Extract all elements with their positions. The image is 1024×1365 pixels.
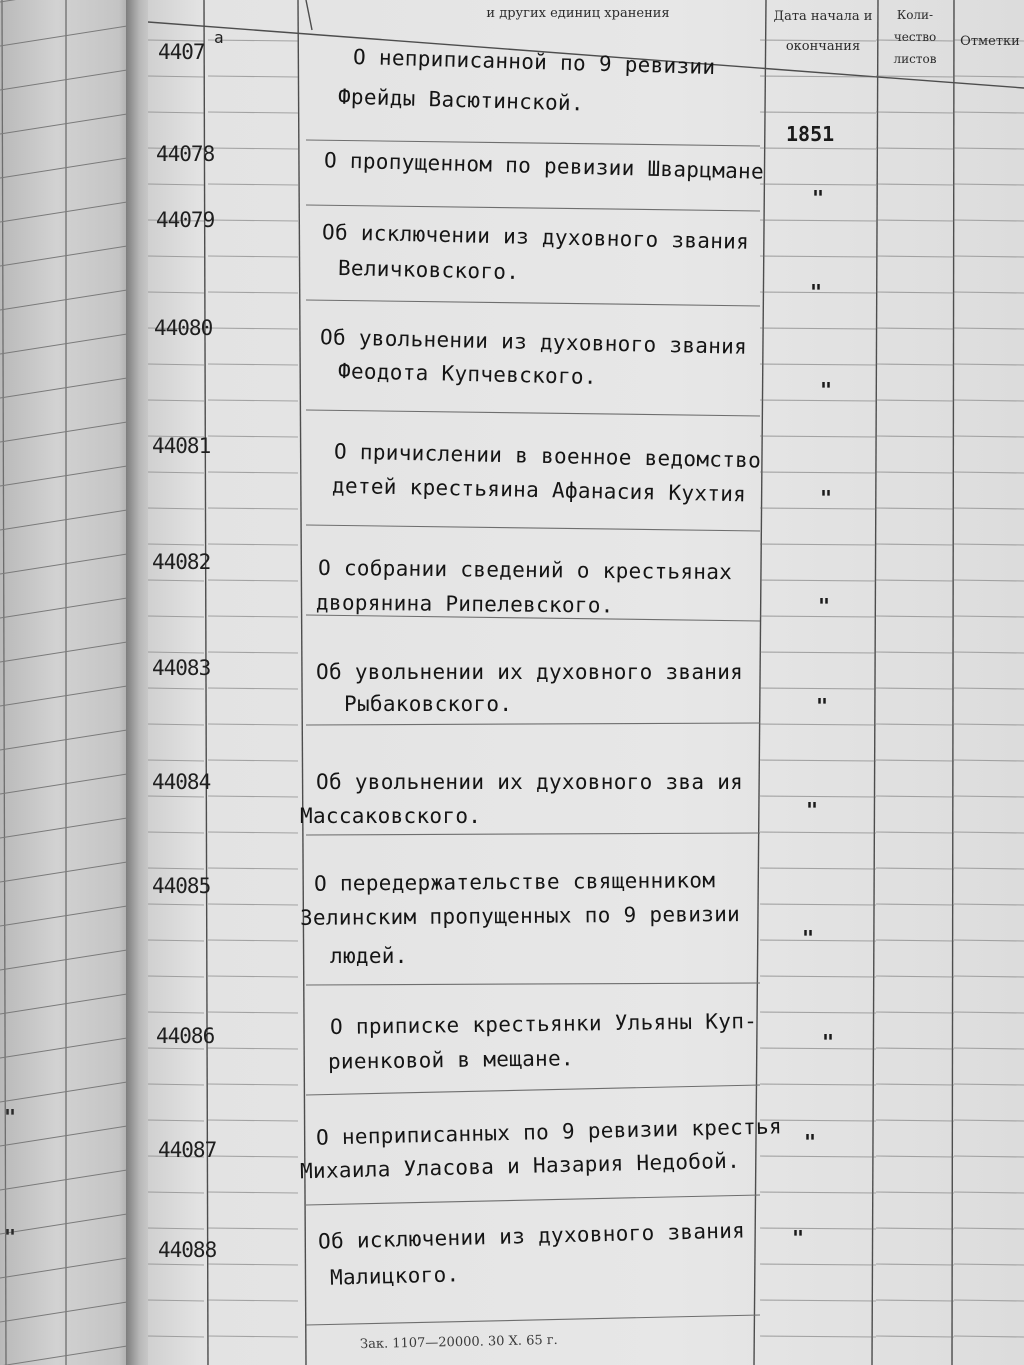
ledger-rule — [760, 1048, 876, 1049]
record-number: 44083 — [152, 656, 211, 680]
left-page-rule — [0, 1300, 140, 1322]
ledger-rule — [954, 328, 1024, 329]
ledger-rule — [148, 904, 204, 905]
ledger-rule — [208, 256, 298, 257]
ledger-rule — [954, 832, 1024, 833]
row-rule — [306, 723, 760, 725]
record-number: 44086 — [156, 1024, 215, 1048]
ledger-rule — [148, 184, 204, 185]
record-number: 44084 — [152, 770, 211, 794]
ledger-rule — [954, 724, 1024, 725]
row-rule — [306, 205, 760, 211]
ledger-rule — [208, 616, 298, 617]
ledger-rule — [148, 364, 204, 365]
left-page-rule — [0, 860, 140, 882]
ledger-rule — [954, 364, 1024, 365]
left-page-rule — [0, 816, 140, 838]
record-date: " — [802, 926, 815, 950]
ledger-rule — [760, 832, 876, 833]
record-number: 44080 — [154, 316, 213, 340]
record-title: Михаила Уласова и Назария Недобой. — [299, 1148, 741, 1184]
ledger-rule — [148, 688, 204, 689]
ledger-rule — [148, 1336, 204, 1337]
ledger-rule — [876, 436, 954, 437]
ledger-rule — [208, 112, 298, 113]
ledger-rule — [148, 1048, 204, 1049]
ledger-rule — [876, 940, 954, 941]
left-page-rule — [0, 772, 140, 794]
ledger-rule — [954, 508, 1024, 509]
ledger-rule — [954, 1048, 1024, 1049]
record-title: О неприписанных по 9 ревизии крестья — [315, 1114, 783, 1150]
ledger-rule — [954, 1084, 1024, 1085]
ledger-rule — [208, 76, 298, 77]
record-number: 44085 — [152, 874, 211, 898]
left-page-rule — [0, 508, 140, 530]
ledger-rule — [208, 1012, 298, 1013]
record-number: 44087 — [158, 1138, 217, 1162]
ledger-rule — [954, 112, 1024, 113]
left-page-ditto-mark: " — [4, 1225, 17, 1249]
ledger-rule — [876, 1012, 954, 1013]
ledger-rule — [954, 652, 1024, 653]
ledger-rule — [760, 1192, 876, 1193]
ledger-rule — [954, 184, 1024, 185]
ledger-rule — [148, 652, 204, 653]
ledger-rule — [760, 940, 876, 941]
record-date: " — [810, 280, 823, 304]
ledger-rule — [208, 580, 298, 581]
ledger-rule — [148, 868, 204, 869]
left-page-rule — [0, 156, 140, 178]
record-number-suffix: а — [214, 28, 224, 47]
ledger-rule — [760, 184, 876, 185]
ledger-rule — [760, 580, 876, 581]
print-imprint: Зак. 1107—20000. 30 X. 65 г. — [359, 1332, 558, 1353]
record-number: 44079 — [156, 208, 215, 232]
ledger-rule — [208, 1084, 298, 1085]
ledger-rule — [954, 688, 1024, 689]
ledger-rule — [954, 256, 1024, 257]
ledger-rule — [876, 1336, 954, 1337]
ledger-rule — [148, 760, 204, 761]
ledger-rule — [208, 472, 298, 473]
ledger-rule — [954, 940, 1024, 941]
record-date: 1851 — [786, 122, 835, 146]
ledger-rule — [760, 328, 876, 329]
ledger-rule — [208, 940, 298, 941]
ledger-rule — [760, 1084, 876, 1085]
row-rule — [306, 1315, 760, 1325]
ledger-rule — [208, 544, 298, 545]
ledger-rule — [876, 472, 954, 473]
ledger-rule — [876, 1264, 954, 1265]
record-title: Об исключении из духовного звания — [321, 220, 750, 254]
record-title: Фрейды Васютинской. — [337, 84, 585, 116]
ledger-rule — [760, 364, 876, 365]
ledger-rule — [148, 940, 204, 941]
left-page-rule — [0, 332, 140, 354]
ledger-rule — [148, 1228, 204, 1229]
ledger-rule — [208, 1048, 298, 1049]
left-page-rule — [0, 112, 140, 134]
ledger-rule — [208, 760, 298, 761]
record-date: " — [804, 1130, 817, 1154]
record-title: детей крестьяина Афанасия Кухтия — [331, 473, 747, 507]
left-page-rule — [0, 1036, 140, 1058]
record-title: Об увольнении их духовного звания — [316, 660, 744, 684]
left-page-rule — [0, 1256, 140, 1278]
ledger-rule — [760, 760, 876, 761]
ledger-rule — [954, 1336, 1024, 1337]
ledger-rule — [954, 76, 1024, 77]
ledger-rule — [954, 760, 1024, 761]
register-page — [148, 0, 1024, 1365]
ledger-rule — [954, 148, 1024, 149]
ledger-rule — [954, 436, 1024, 437]
left-page-rule — [0, 1124, 140, 1146]
ledger-rule — [208, 796, 298, 797]
row-rule — [306, 140, 760, 146]
row-rule — [306, 833, 760, 835]
ledger-rule — [760, 1156, 876, 1157]
ledger-rule — [148, 1120, 204, 1121]
record-date: " — [806, 798, 819, 822]
ledger-rule — [760, 1264, 876, 1265]
ledger-rule — [954, 616, 1024, 617]
record-title: О неприписанной по 9 ревизии — [352, 44, 716, 80]
ledger-rule — [208, 436, 298, 437]
ledger-rule — [954, 1300, 1024, 1301]
ledger-rule — [148, 976, 204, 977]
ledger-rule — [148, 1084, 204, 1085]
left-page-rule — [0, 640, 140, 662]
ledger-rule — [954, 400, 1024, 401]
ledger-rule — [148, 472, 204, 473]
ledger-rule — [876, 652, 954, 653]
ledger-rule — [876, 760, 954, 761]
record-date: " — [816, 694, 829, 718]
ledger-rule — [148, 832, 204, 833]
ledger-rule — [954, 796, 1024, 797]
ledger-rule — [954, 868, 1024, 869]
left-page-rule — [0, 948, 140, 970]
ledger-rule — [208, 904, 298, 905]
left-page-rule — [0, 24, 140, 46]
ledger-rule — [760, 112, 876, 113]
record-number: 44088 — [158, 1238, 217, 1262]
ledger-rule — [876, 688, 954, 689]
record-title: дворянина Рипелевского. — [315, 590, 614, 618]
row-rule — [306, 525, 760, 531]
ledger-rule — [208, 400, 298, 401]
ledger-rule — [876, 1120, 954, 1121]
record-date: " — [792, 1226, 805, 1250]
header-dates: Дата начала и окончания — [773, 9, 873, 54]
ledger-rule — [208, 1336, 298, 1337]
left-page-rules — [0, 0, 140, 1365]
ledger-rule — [760, 868, 876, 869]
ledger-rule — [208, 328, 298, 329]
ledger-rule — [148, 112, 204, 113]
left-page-rule — [0, 1212, 140, 1234]
ledger-rule — [954, 904, 1024, 905]
left-page-rule — [0, 684, 140, 706]
ledger-rule — [148, 580, 204, 581]
record-title: О приписке крестьянки Ульяны Куп- — [329, 1009, 758, 1039]
ledger-rule — [876, 976, 954, 977]
ledger-rule — [876, 76, 954, 77]
ledger-rule — [148, 1192, 204, 1193]
ledger-rule — [954, 544, 1024, 545]
left-page-rule — [0, 376, 140, 398]
ledger-rule — [876, 112, 954, 113]
ledger-rule — [954, 1120, 1024, 1121]
ledger-rule — [876, 220, 954, 221]
ledger-rule — [148, 292, 204, 293]
ledger-rule — [208, 148, 298, 149]
left-page-rule — [0, 464, 140, 486]
ledger-rule — [208, 724, 298, 725]
header-sheets: Коли-чество листов — [893, 8, 937, 66]
ledger-rule — [148, 724, 204, 725]
ledger-rule — [208, 868, 298, 869]
ledger-rule — [760, 688, 876, 689]
ledger-rule — [208, 1264, 298, 1265]
ledger-rule — [876, 904, 954, 905]
record-date: " — [818, 594, 831, 618]
ledger-rule — [876, 616, 954, 617]
ledger-rule — [876, 292, 954, 293]
ledger-rule — [876, 364, 954, 365]
ledger-rule — [954, 220, 1024, 221]
ledger-rule — [208, 220, 298, 221]
left-page-rule — [0, 200, 140, 222]
ledger-rule — [760, 1228, 876, 1229]
ledger-rule — [208, 1120, 298, 1121]
ledger-rule — [148, 544, 204, 545]
left-page-rule — [0, 992, 140, 1014]
ledger-rule — [876, 184, 954, 185]
ledger-rule — [148, 76, 204, 77]
ledger-rule — [148, 1264, 204, 1265]
row-rule — [306, 300, 760, 306]
left-page-rule — [0, 1080, 140, 1102]
left-page-rule — [0, 904, 140, 926]
ledger-rule — [208, 832, 298, 833]
ledger-rule — [876, 580, 954, 581]
ledger-rule — [954, 1228, 1024, 1229]
left-page-rule — [0, 420, 140, 442]
ledger-rule — [208, 184, 298, 185]
left-page-rule — [0, 288, 140, 310]
ledger-rule — [760, 976, 876, 977]
record-date: " — [820, 486, 833, 510]
record-date: " — [822, 1030, 835, 1054]
ledger-rule — [760, 544, 876, 545]
record-title: Об увольнении из духовного звания — [319, 325, 748, 359]
ledger-rule — [876, 256, 954, 257]
ledger-rule — [208, 1156, 298, 1157]
record-title: О причислении в военное ведомство — [333, 439, 762, 473]
ledger-rule — [760, 508, 876, 509]
row-rule — [306, 1085, 760, 1095]
ledger-rule — [954, 292, 1024, 293]
left-page — [0, 0, 140, 1365]
record-number: 44078 — [156, 142, 215, 166]
ledger-rule — [148, 508, 204, 509]
record-title: Рыбаковского. — [344, 692, 513, 716]
ledger-rule — [760, 1300, 876, 1301]
ledger-rule — [148, 616, 204, 617]
record-number: 44082 — [152, 550, 211, 574]
ledger-rule — [876, 1300, 954, 1301]
ledger-rule — [876, 400, 954, 401]
ledger-rule — [208, 292, 298, 293]
ledger-rule — [954, 1192, 1024, 1193]
left-page-rule — [0, 244, 140, 266]
ledger-rule — [208, 1300, 298, 1301]
record-title: Об исключении из духовного звания — [317, 1218, 746, 1254]
ledger-rule — [208, 688, 298, 689]
ledger-rule — [760, 652, 876, 653]
ledger-rule — [876, 508, 954, 509]
ledger-rule — [148, 1300, 204, 1301]
left-page-rule — [0, 552, 140, 574]
ledger-rule — [876, 1048, 954, 1049]
ledger-rule — [760, 400, 876, 401]
record-title: О передержательстве священником — [313, 868, 716, 896]
record-title: О пропущенном по ревизии Шварцмане — [323, 148, 765, 184]
ledger-rule — [876, 544, 954, 545]
header-storage-units: и других единиц хранения — [486, 6, 670, 21]
ledger-rule — [954, 580, 1024, 581]
ledger-rule — [148, 400, 204, 401]
record-title: Малицкого. — [329, 1262, 460, 1290]
record-title: Массаковского. — [300, 804, 482, 828]
record-title: О собрании сведений о крестьянах — [317, 555, 733, 585]
ledger-rule — [876, 1156, 954, 1157]
ledger-rule — [208, 1228, 298, 1229]
ledger-rule — [876, 868, 954, 869]
record-title: Об увольнении их духовного зва ия — [316, 770, 744, 794]
header-notes: Отметки — [960, 34, 1020, 49]
ledger-rule — [876, 724, 954, 725]
row-rule — [306, 410, 760, 416]
ledger-rule — [954, 1156, 1024, 1157]
ledger-rule — [876, 148, 954, 149]
ledger-rule — [760, 256, 876, 257]
ledger-rule — [760, 796, 876, 797]
ledger-rule — [760, 220, 876, 221]
left-page-rule — [0, 728, 140, 750]
ledger-rule — [208, 652, 298, 653]
left-page-rule — [0, 596, 140, 618]
ledger-rule — [208, 976, 298, 977]
ledger-rule — [760, 472, 876, 473]
record-number: 4407 — [158, 40, 205, 64]
ledger-rule — [148, 1012, 204, 1013]
ledger-rule — [954, 472, 1024, 473]
ledger-rule — [148, 796, 204, 797]
record-title: Зелинским пропущенных по 9 ревизии — [299, 902, 741, 930]
record-date: " — [812, 186, 825, 210]
ledger-rule — [760, 1012, 876, 1013]
left-page-rule — [0, 1344, 140, 1365]
row-rule — [306, 983, 760, 985]
ledger-rule — [876, 1228, 954, 1229]
ledger-rule — [760, 904, 876, 905]
record-title: Феодота Купчевского. — [337, 359, 598, 389]
ledger-rule — [876, 1084, 954, 1085]
ledger-rule — [876, 328, 954, 329]
record-title: риенковой в мещане. — [327, 1046, 575, 1074]
ledger-rule — [760, 148, 876, 149]
left-page-rule — [0, 68, 140, 90]
ledger-rule — [760, 436, 876, 437]
ledger-rule — [954, 976, 1024, 977]
record-number: 44081 — [152, 434, 211, 458]
left-page-ditto-mark: " — [4, 1105, 17, 1129]
ledger-rule — [954, 1012, 1024, 1013]
record-date: " — [820, 378, 833, 402]
ledger-rule — [208, 364, 298, 365]
ledger-rule — [208, 508, 298, 509]
ledger-rule — [954, 1264, 1024, 1265]
record-title: Величковского. — [337, 255, 520, 285]
ledger-rule — [876, 796, 954, 797]
left-page-rule — [0, 1168, 140, 1190]
ledger-rule — [208, 1192, 298, 1193]
left-page-rule — [0, 0, 140, 2]
row-rule — [306, 1195, 760, 1205]
record-title: людей. — [330, 944, 408, 968]
ledger-rule — [760, 724, 876, 725]
ledger-rule — [876, 832, 954, 833]
ledger-rule — [876, 1192, 954, 1193]
ledger-rule — [760, 1336, 876, 1337]
ledger-rule — [148, 256, 204, 257]
